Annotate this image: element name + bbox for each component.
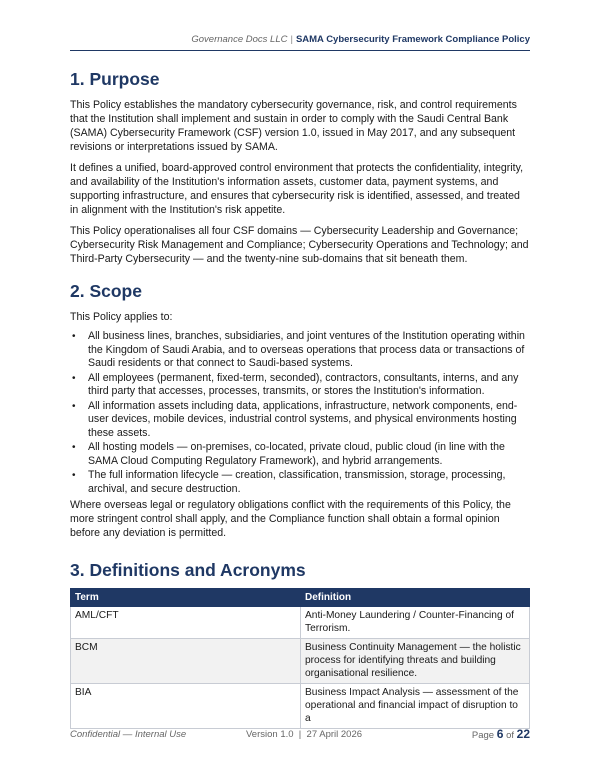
- table-header-row: [71, 589, 530, 607]
- list-item: [70, 441, 530, 468]
- list-item: [70, 330, 530, 371]
- bullet-icon: •: [72, 470, 76, 481]
- column-header-term: Term: [71, 589, 301, 607]
- table-row: [71, 607, 530, 639]
- total-pages: 22: [516, 727, 530, 741]
- column-header-definition: Definition: [301, 589, 530, 607]
- page-content: [70, 68, 530, 729]
- bullet-icon: •: [72, 400, 76, 412]
- current-page: 6: [496, 727, 504, 741]
- definitions-table: [70, 588, 530, 729]
- page-label: Page: [471, 730, 495, 741]
- section-scope: [70, 280, 530, 540]
- list-item-text: All employees (permanent, fixed-term, seconded), contractors, consultants, interns, and any third party that accesses, processes, transmits, or stores the Institution's information.: [88, 371, 519, 397]
- list-item: [70, 372, 530, 399]
- list-item: [70, 469, 530, 496]
- table-row: [71, 639, 530, 684]
- list-item-text: All hosting models — on-premises, co-located, private cloud, public cloud (in line with the SAMA Cloud Computing Regulatory Framework), and hybrid arrangements.: [88, 441, 505, 467]
- term-cell: BIA: [71, 684, 301, 729]
- definition-cell: Anti-Money Laundering / Counter-Financing of Terrorism.: [301, 607, 530, 639]
- purpose-heading: 1. Purpose: [70, 69, 160, 89]
- definitions-heading: 3. Definitions and Acronyms: [70, 560, 306, 580]
- definition-cell: Business Continuity Management — the holistic process for identifying threats and building organisational resilience.: [301, 639, 530, 684]
- footer-confidentiality: Confidential — Internal Use: [70, 729, 187, 740]
- list-item-text: All business lines, branches, subsidiaries, and joint ventures of the Institution operating within the Kingdom of Saudi Arabia, and to overseas operations that process data or transactions of Saudi residents or that connect to Saudi-based systems.: [88, 330, 525, 369]
- bullet-icon: •: [72, 331, 76, 342]
- list-item-text: The full information lifecycle — creation, classification, transmission, storage, processing, archival, and secure destruction.: [88, 469, 506, 495]
- term-cell: AML/CFT: [71, 607, 301, 639]
- definition-cell: Business Impact Analysis — assessment of the operational and financial impact of disruption to a: [301, 684, 530, 729]
- purpose-paragraph: It defines a unified, board-approved control environment that protects the confidentiality, integrity, and availability of the Institution's information assets, customer data, payment systems, and supporting infrastructure, and ensures that cybersecurity risk is identified, assessed, and treated in alignment with the Institution's risk appetite.: [70, 162, 524, 216]
- scope-list: [70, 330, 530, 496]
- bullet-icon: •: [72, 442, 76, 453]
- table-row: [71, 684, 530, 729]
- page-of-label: of: [506, 730, 514, 741]
- section-purpose: [70, 68, 530, 266]
- page-header: [70, 34, 530, 51]
- header-separator: |: [290, 34, 293, 45]
- bullet-icon: •: [72, 372, 76, 384]
- scope-heading: 2. Scope: [70, 281, 142, 301]
- footer-page-number: [472, 727, 530, 741]
- header-company: Governance Docs LLC: [191, 34, 288, 45]
- list-item: [70, 400, 530, 441]
- section-definitions: [70, 559, 530, 729]
- list-item-text: All information assets including data, applications, infrastructure, network components, end-user devices, mobile devices, industrial control systems, and physical environments hosting these assets.: [88, 399, 518, 439]
- term-cell: BCM: [71, 639, 301, 684]
- scope-closing: Where overseas legal or regulatory obligations conflict with the requirements of this Policy, the more stringent control shall apply, and the Compliance function shall obtain a formal opinion before any deviation is permitted.: [70, 499, 511, 539]
- scope-intro: This Policy applies to:: [70, 311, 173, 323]
- footer-version: Version 1.0 | 27 April 2026: [246, 729, 363, 740]
- header-doc-title: SAMA Cybersecurity Framework Compliance Policy: [295, 34, 530, 45]
- purpose-paragraph: This Policy establishes the mandatory cybersecurity governance, risk, and control requirements that the Institution shall implement and sustain in order to comply with the Saudi Central Bank (SAMA) Cybersecurity Framework (CSF) version 1.0, issued in May 2017, and any subsequent revisions or interpretations issued by SAMA.: [70, 99, 517, 153]
- purpose-paragraph: This Policy operationalises all four CSF domains — Cybersecurity Leadership and Governance; Cybersecurity Risk Management and Compliance; Cybersecurity Operations and Technology; and Third-Party Cybersecurity — and the twenty-nine sub-domains that sit beneath them.: [70, 225, 529, 265]
